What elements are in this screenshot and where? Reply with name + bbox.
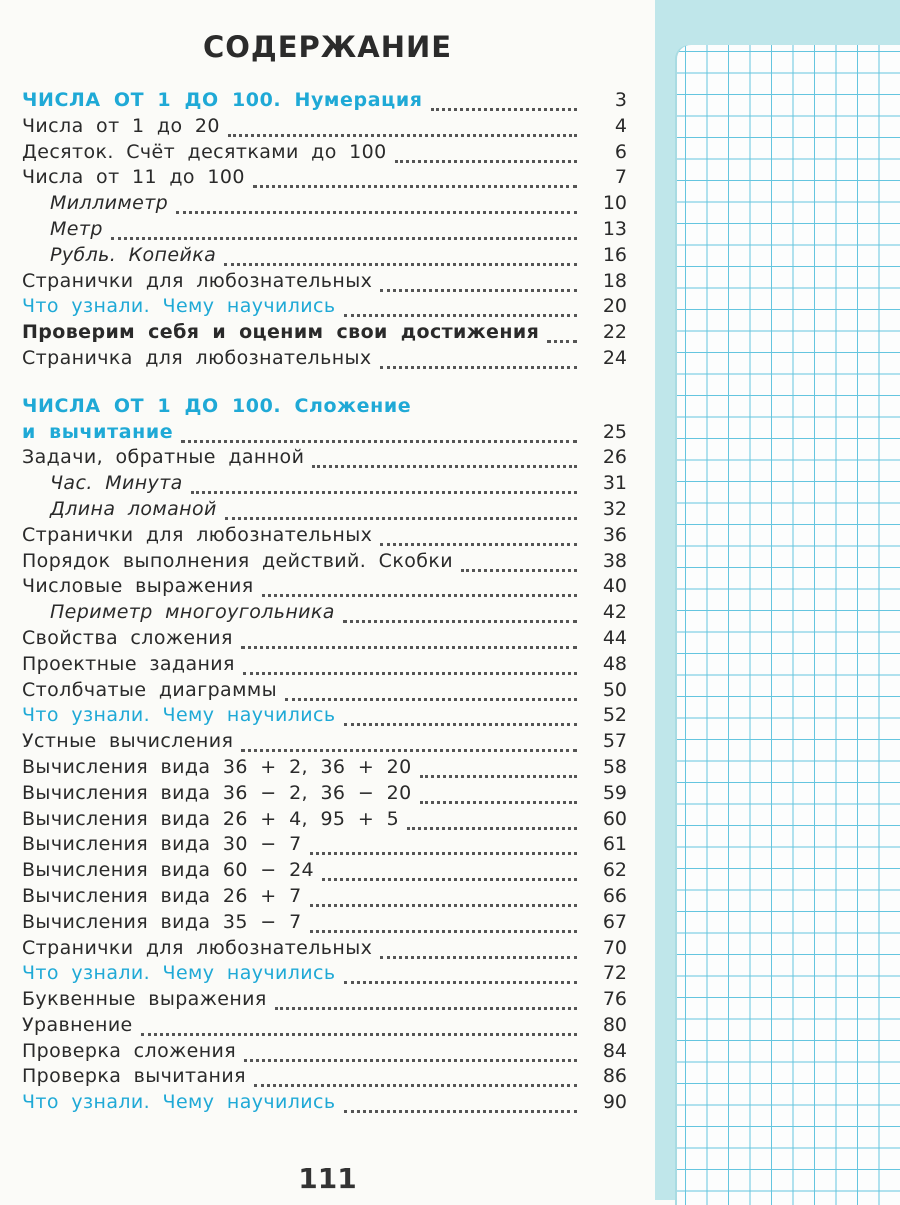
toc-leader-dots <box>262 580 577 597</box>
toc-entry-title: Проектные задания <box>22 652 235 675</box>
toc-entry[interactable] <box>22 320 627 346</box>
toc-entry[interactable] <box>22 884 627 910</box>
graph-paper-sheet <box>677 45 900 1205</box>
toc-entry-page: 84 <box>602 1039 627 1062</box>
toc-entry-title: Проверим себя и оценим свои достижения <box>22 321 540 344</box>
toc-entry-title: Свойства сложения <box>22 626 233 649</box>
toc-leader-dots <box>407 813 577 830</box>
toc-entry-page: 25 <box>602 420 627 443</box>
toc-leader-dots <box>191 477 577 494</box>
toc-entry-page: 66 <box>602 884 627 907</box>
toc-entry[interactable] <box>22 523 627 549</box>
toc-entry[interactable] <box>22 191 627 217</box>
toc-entry-title: ЧИСЛА ОТ 1 ДО 100. Сложение <box>22 394 412 417</box>
toc-entry[interactable] <box>22 858 627 884</box>
toc-entry[interactable] <box>22 729 627 755</box>
toc-leader-dots <box>344 300 577 317</box>
page-title: СОДЕРЖАНИЕ <box>202 30 453 64</box>
toc-entry-page: 4 <box>614 114 627 137</box>
toc-leader-dots <box>380 942 577 959</box>
toc-entry-title: ЧИСЛА ОТ 1 ДО 100. Нумерация <box>22 89 423 111</box>
toc-entry[interactable] <box>22 936 627 962</box>
toc-leader-dots <box>547 326 577 343</box>
toc-leader-dots <box>244 1045 577 1062</box>
toc-entry-title: Вычисления вида 35 − 7 <box>22 910 302 933</box>
toc-leader-dots <box>461 555 577 572</box>
toc-entry-title: Периметр многоугольника <box>50 601 335 624</box>
toc-entry[interactable] <box>22 626 627 652</box>
toc-entry-title: Числа от 11 до 100 <box>22 166 245 189</box>
toc-entry-title: Длина ломаной <box>50 497 217 520</box>
toc-leader-dots <box>310 838 577 855</box>
toc-entry-page: 7 <box>614 166 627 189</box>
toc-leader-dots <box>312 451 577 468</box>
toc-entry-page: 18 <box>602 269 627 292</box>
toc-leader-dots <box>344 1096 577 1113</box>
toc-leader-dots <box>285 684 577 701</box>
toc-leader-dots <box>176 197 577 214</box>
toc-entry[interactable] <box>22 217 627 243</box>
toc-entry[interactable] <box>22 294 627 320</box>
toc-entry-title: Десяток. Счёт десятками до 100 <box>22 140 387 163</box>
toc-entry-page: 16 <box>602 243 627 266</box>
toc-leader-dots <box>241 632 577 649</box>
toc-entry[interactable] <box>22 807 627 833</box>
toc-leader-dots <box>111 223 577 240</box>
toc-entry[interactable] <box>22 114 627 140</box>
toc-leader-dots <box>343 606 577 623</box>
toc-entry-page: 70 <box>602 936 627 959</box>
toc-leader-dots <box>344 709 577 726</box>
toc-entry-page: 72 <box>602 962 627 985</box>
toc-entry[interactable] <box>22 1090 627 1116</box>
toc-entry[interactable] <box>22 346 627 372</box>
toc-entry[interactable] <box>22 574 627 600</box>
toc-entry-page: 3 <box>614 89 627 111</box>
toc-entry-page: 42 <box>602 601 627 624</box>
page-number: 111 <box>298 1162 357 1195</box>
toc-leader-dots <box>380 529 577 546</box>
toc-entry-title: и вычитание <box>22 420 174 443</box>
toc-entry[interactable] <box>22 420 627 446</box>
toc-entry[interactable] <box>22 961 627 987</box>
toc-leader-dots <box>395 146 577 163</box>
toc-entry-page: 61 <box>602 833 627 856</box>
toc-leader-dots <box>241 735 577 752</box>
toc-entry-page: 57 <box>602 730 627 753</box>
table-of-contents <box>22 88 627 1116</box>
toc-entry[interactable] <box>22 394 627 420</box>
toc-entry-page: 62 <box>602 859 627 882</box>
toc-entry-page: 38 <box>602 549 627 572</box>
toc-entry[interactable] <box>22 497 627 523</box>
toc-leader-dots <box>254 1070 577 1087</box>
toc-entry-title: Что узнали. Чему научились <box>22 704 336 727</box>
toc-leader-dots <box>141 1019 577 1036</box>
toc-entry-title: Вычисления вида 26 + 7 <box>22 884 302 907</box>
toc-leader-dots <box>380 275 577 292</box>
toc-leader-dots <box>181 426 577 443</box>
toc-entry-title: Метр <box>50 217 103 240</box>
toc-entry[interactable] <box>22 910 627 936</box>
toc-entry-title: Задачи, обратные данной <box>22 446 305 469</box>
toc-entry-title: Вычисления вида 36 + 2, 36 + 20 <box>22 755 412 778</box>
toc-entry-title: Миллиметр <box>50 192 169 215</box>
toc-entry[interactable] <box>22 755 627 781</box>
toc-entry-page: 13 <box>602 217 627 240</box>
toc-entry-title: Странички для любознательных <box>22 269 373 292</box>
toc-entry-page: 52 <box>602 704 627 727</box>
toc-entry[interactable] <box>22 445 627 471</box>
toc-gap <box>22 372 627 394</box>
toc-leader-dots <box>310 890 577 907</box>
toc-entry[interactable] <box>22 1039 627 1065</box>
toc-entry-page: 58 <box>602 755 627 778</box>
toc-entry-title: Уравнение <box>22 1013 133 1036</box>
toc-leader-dots <box>253 171 577 188</box>
toc-entry[interactable] <box>22 88 627 114</box>
toc-entry[interactable] <box>22 781 627 807</box>
toc-entry-page: 32 <box>602 497 627 520</box>
toc-entry-title: Проверка вычитания <box>22 1065 246 1088</box>
toc-entry-page: 50 <box>602 678 627 701</box>
toc-entry-title: Проверка сложения <box>22 1039 237 1062</box>
toc-entry[interactable] <box>22 549 627 575</box>
toc-entry-page: 44 <box>602 626 627 649</box>
toc-entry[interactable] <box>22 243 627 269</box>
toc-entry-page: 10 <box>602 192 627 215</box>
toc-entry-page: 22 <box>602 321 627 344</box>
toc-entry-page: 20 <box>602 295 627 318</box>
toc-entry[interactable] <box>22 1013 627 1039</box>
toc-entry-title: Странички для любознательных <box>22 936 373 959</box>
toc-entry-page: 67 <box>602 910 627 933</box>
toc-entry[interactable] <box>22 600 627 626</box>
toc-entry-title: Числовые выражения <box>22 575 254 598</box>
toc-entry[interactable] <box>22 987 627 1013</box>
toc-leader-dots <box>322 864 577 881</box>
toc-entry-title: Вычисления вида 30 − 7 <box>22 833 302 856</box>
toc-leader-dots <box>224 249 577 266</box>
toc-entry-title: Что узнали. Чему научились <box>22 962 336 985</box>
toc-entry-title: Порядок выполнения действий. Скобки <box>22 549 453 572</box>
toc-entry[interactable] <box>22 678 627 704</box>
toc-leader-dots <box>420 761 577 778</box>
toc-entry[interactable] <box>22 703 627 729</box>
toc-entry-title: Вычисления вида 36 − 2, 36 − 20 <box>22 781 412 804</box>
toc-leader-dots <box>275 993 577 1010</box>
toc-entry-page: 6 <box>614 140 627 163</box>
toc-entry-page: 90 <box>602 1091 627 1114</box>
toc-entry-page: 48 <box>602 652 627 675</box>
toc-entry[interactable] <box>22 832 627 858</box>
toc-leader-dots <box>344 967 577 984</box>
toc-entry-title: Страничка для любознательных <box>22 346 372 369</box>
toc-entry-page: 76 <box>602 988 627 1011</box>
toc-entry[interactable] <box>22 140 627 166</box>
toc-entry-title: Час. Минута <box>50 472 183 495</box>
toc-entry-page: 40 <box>602 575 627 598</box>
toc-entry-page: 86 <box>602 1065 627 1088</box>
toc-leader-dots <box>420 787 577 804</box>
toc-leader-dots <box>225 503 577 520</box>
toc-leader-dots <box>228 120 577 137</box>
toc-entry-title: Буквенные выражения <box>22 988 267 1011</box>
toc-entry-title: Столбчатые диаграммы <box>22 678 277 701</box>
toc-leader-dots <box>310 916 577 933</box>
toc-entry-title: Устные вычисления <box>22 730 234 753</box>
toc-entry[interactable] <box>22 471 627 497</box>
toc-entry-page: 80 <box>602 1013 627 1036</box>
toc-entry-title: Вычисления вида 60 − 24 <box>22 859 315 882</box>
toc-entry-title: Числа от 1 до 20 <box>22 114 220 137</box>
toc-entry-page: 59 <box>602 781 627 804</box>
toc-entry-page: 31 <box>602 472 627 495</box>
toc-entry-title: Рубль. Копейка <box>50 243 217 266</box>
toc-entry-title: Странички для любознательных <box>22 523 373 546</box>
toc-entry[interactable] <box>22 165 627 191</box>
toc-entry-page: 36 <box>602 523 627 546</box>
toc-entry-title: Что узнали. Чему научились <box>22 1091 336 1114</box>
toc-entry[interactable] <box>22 1064 627 1090</box>
toc-entry-title: Что узнали. Чему научились <box>22 295 336 318</box>
toc-entry[interactable] <box>22 652 627 678</box>
toc-entry[interactable] <box>22 269 627 295</box>
toc-leader-dots <box>243 658 577 675</box>
toc-entry-title: Вычисления вида 26 + 4, 95 + 5 <box>22 807 400 830</box>
toc-entry-page: 24 <box>602 346 627 369</box>
toc-leader-dots <box>380 352 577 369</box>
toc-entry-page: 60 <box>602 807 627 830</box>
toc-entry-page: 26 <box>602 446 627 469</box>
toc-leader-dots <box>431 94 577 111</box>
